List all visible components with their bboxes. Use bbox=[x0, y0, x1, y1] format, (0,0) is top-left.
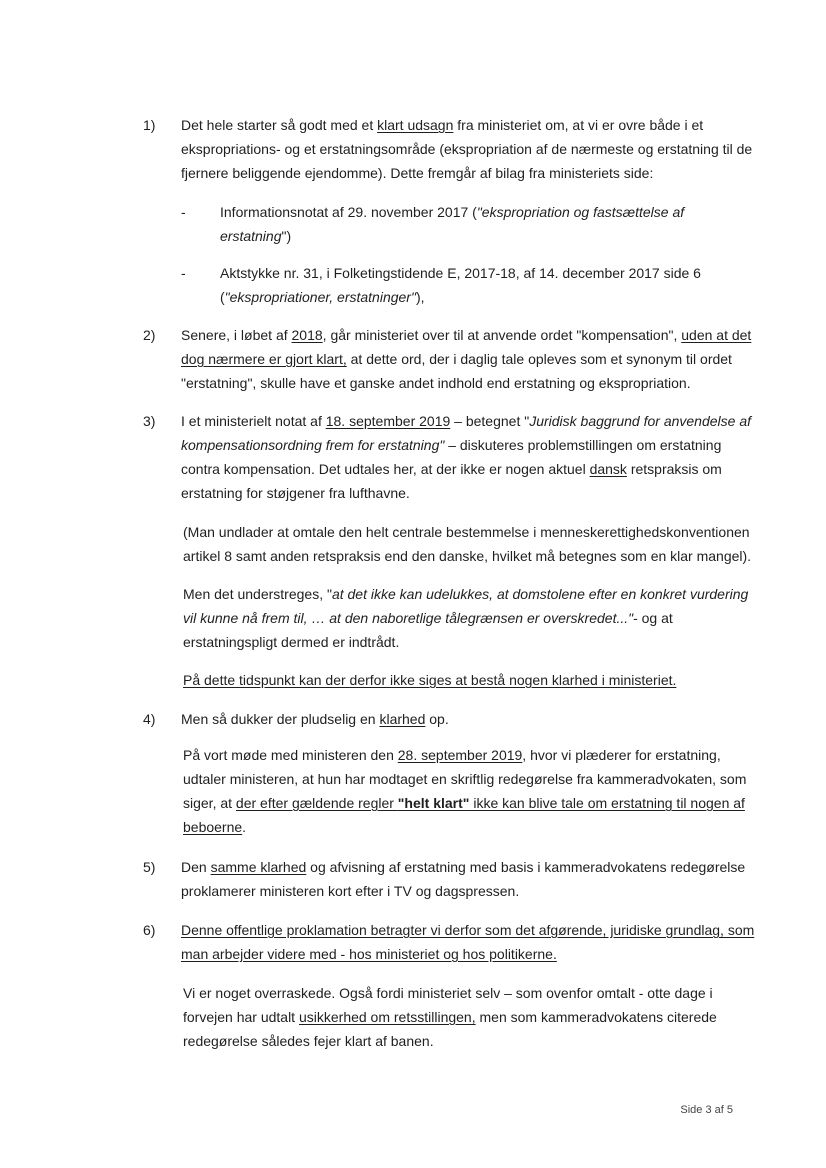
item-paragraph: Det hele starter så godt med et klart udsagn fra ministeriet om, at vi er ovre både i et ekspropriations- og et erstatningsområde (ekspropriation af de nærmeste og erstatning til de fjernere beliggende ejendomme). Dette fremgår af bilag fra ministeriets side: bbox=[181, 117, 753, 181]
item-number: 5) bbox=[143, 859, 156, 875]
bullet-dash: - bbox=[181, 265, 186, 281]
item-number: 2) bbox=[143, 327, 156, 343]
sub-paragraph-underlined: På dette tidspunkt kan der derfor ikke siges at bestå nogen klarhed i ministeriet. bbox=[183, 672, 677, 688]
sub-paragraph: Vi er noget overraskede. Også fordi ministeriet selv – som ovenfor omtalt - otte dage i forvejen har udtalt usikkerhed om retsstillingen, men som kammeradvokatens citerede redegørelse således fejer klart af banen. bbox=[183, 985, 717, 1049]
sub-paragraph: (Man undlader at omtale den helt centrale bestemmelse i menneskerettighedskonventionen artikel 8 samt anden retspraksis end den danske, hvilket må betegnes som en klar mangel). bbox=[183, 524, 752, 564]
sub-paragraph: På vort møde med ministeren den 28. september 2019, hvor vi plæderer for erstatning, udtaler ministeren, at hun har modtaget en skriftlig redegørelse fra kammeradvokaten, som siger, at der efter gældende regler "helt klart" ikke kan blive tale om erstatning til nogen af beboerne. bbox=[183, 747, 747, 835]
bullet-item: Informationsnotat af 29. november 2017 ("ekspropriation og fastsættelse af erstatning") bbox=[220, 204, 685, 244]
item-paragraph: I et ministerielt notat af 18. september 2019 – betegnet "Juridisk baggrund for anvendelse af kompensationsordning frem for erstatning" – diskuteres problemstillingen om erstatning contra kompensation. Det udtales her, at der ikke er nogen aktuel dansk retspraksis om erstatning for støjgener fra lufthavne. bbox=[181, 413, 751, 501]
page-number-footer: Side 3 af 5 bbox=[680, 1104, 733, 1116]
item-paragraph: Men så dukker der pludselig en klarhed op. bbox=[181, 711, 449, 727]
item-paragraph: Den samme klarhed og afvisning af erstatning med basis i kammeradvokatens redegørelse proklamerer ministeren kort efter i TV og dagspressen. bbox=[181, 859, 746, 899]
sub-paragraph: Men det understreges, "at det ikke kan udelukkes, at domstolene efter en konkret vurdering vil kunne nå frem til, … at den naboretlige tålegrænsen er overskredet..."- og at erstatningspligt dermed er indtrådt. bbox=[183, 586, 749, 650]
bullet-item: Aktstykke nr. 31, i Folketingstidende E, 2017-18, af 14. december 2017 side 6 ("ekspropriationer, erstatninger"), bbox=[220, 265, 701, 305]
item-paragraph-underlined: Denne offentlige proklamation betragter vi derfor som det afgørende, juridiske grundlag, som man arbejder videre med - hos ministeriet og hos politikerne. bbox=[181, 922, 755, 962]
item-number: 3) bbox=[143, 413, 156, 429]
item-number: 4) bbox=[143, 711, 156, 727]
bullet-dash: - bbox=[181, 204, 186, 220]
item-number: 6) bbox=[143, 922, 156, 938]
item-paragraph: Senere, i løbet af 2018, går ministeriet over til at anvende ordet "kompensation", uden at det dog nærmere er gjort klart, at dette ord, der i daglig tale opleves som et synonym til ordet "erstatning", skulle have et ganske andet indhold end erstatning og ekspropriation. bbox=[181, 327, 752, 391]
item-number: 1) bbox=[143, 117, 156, 133]
